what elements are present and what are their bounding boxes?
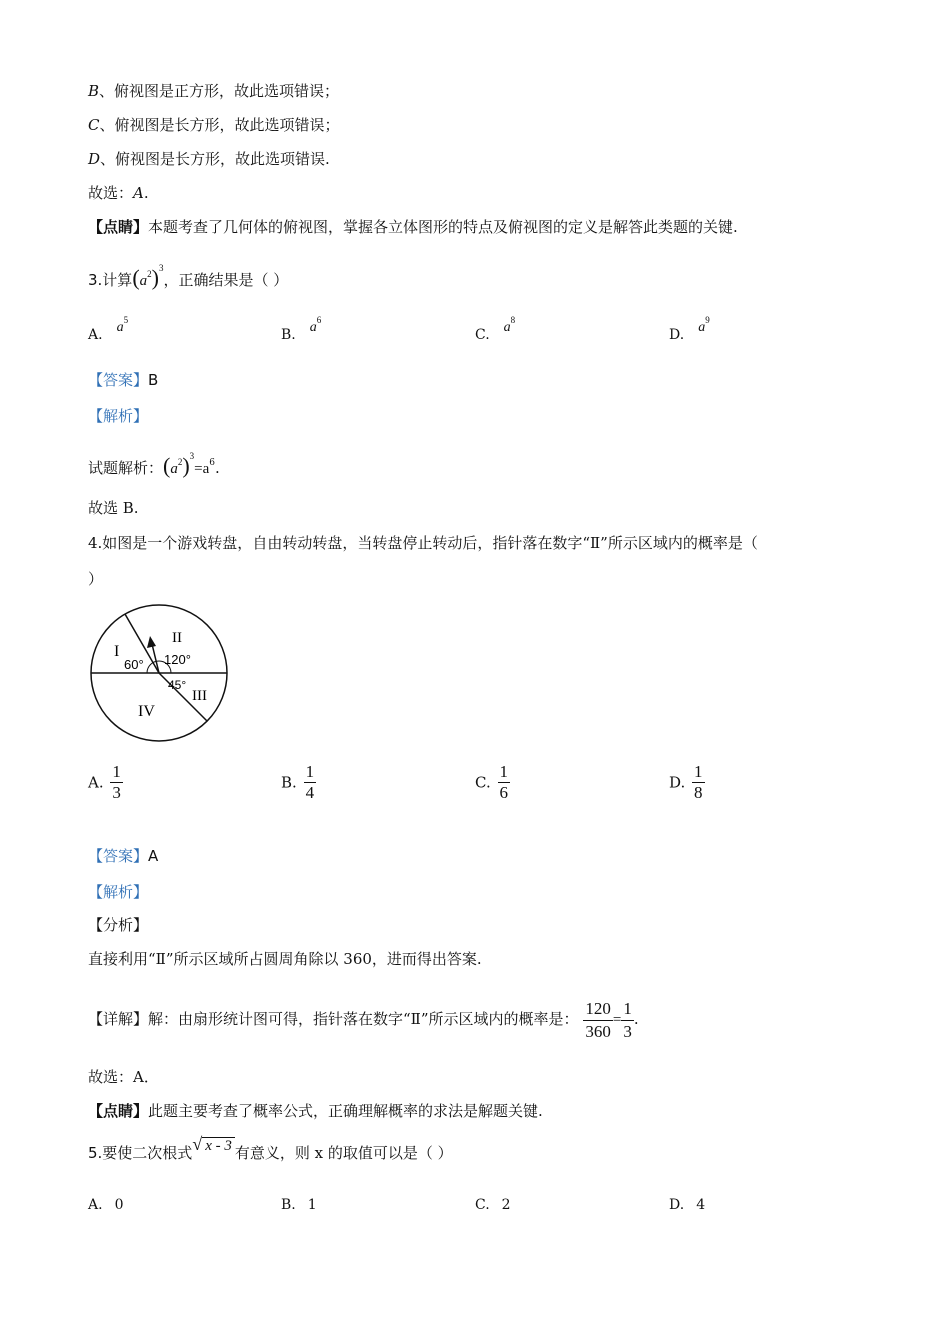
q3-expression: $(a^2)^3$ [132, 263, 164, 290]
q4-fenxi-text: 直接利用“Ⅱ”所示区域所占圆周角除以 360，进而得出答案. [88, 950, 482, 968]
spinner-figure [86, 600, 232, 746]
q5-stem: 5.要使二次根式√ x - 3 有意义，则 x 的取值可以是（ ） [88, 1134, 453, 1162]
q5-option-b: B. 1 [281, 1197, 317, 1213]
q3-answer: 【答案】B [88, 371, 159, 389]
explain-option-c: C、俯视图是长方形，故此选项错误； [88, 116, 340, 134]
q3-solution: 试题解析：$(a^2)^3=a^6$. [88, 451, 220, 478]
q5-sqrt-expression: √ x - 3 [192, 1134, 235, 1156]
angle-label-45: 45° [168, 678, 187, 692]
q4-stem-line1: 4.如图是一个游戏转盘，自由转动转盘，当转盘停止转动后，指针落在数字“Ⅱ”所示区域内的概率是（ [88, 534, 758, 552]
q4-comment: 【点睛】此题主要考查了概率公式，正确理解概率的求法是解题关键. [88, 1102, 543, 1120]
q4-option-a: A. $\frac{1}{3}$ [88, 762, 121, 802]
q5-option-d: D. 4 [669, 1197, 706, 1213]
q4-selected: 故选：A． [88, 1068, 159, 1086]
q5-option-c: C. 2 [475, 1197, 511, 1213]
region-label-4: IV [138, 703, 155, 720]
region-label-2: II [172, 630, 182, 646]
q4-option-b: B. $\frac{1}{4}$ [281, 762, 315, 802]
q4-stem-line2: ） [88, 570, 104, 588]
q3-selected: 故选 B. [88, 499, 139, 517]
spinner-pointer [152, 644, 159, 673]
q3-option-c: C. $a^8$ [475, 315, 516, 343]
prev-selected-answer: 故选：A. [88, 184, 149, 202]
explain-option-d: D、俯视图是长方形，故此选项错误. [88, 150, 330, 168]
spinner-pointer-head [147, 636, 156, 648]
q4-answer: 【答案】A [88, 847, 159, 865]
q3-analysis-tag: 【解析】 [88, 407, 149, 425]
explain-option-b: B、俯视图是正方形，故此选项错误； [88, 82, 340, 100]
q4-detail: 【详解】解：由扇形统计图可得，指针落在数字“Ⅱ”所示区域内的概率是： $\frac{120}{360}$ = $\frac{1}{3}$ . [88, 998, 639, 1041]
q3-option-d: D. $a^9$ [669, 315, 710, 343]
q4-fenxi-tag: 【分析】 [88, 916, 149, 934]
q5-option-a: A. 0 [88, 1197, 124, 1213]
q4-option-c: C. $\frac{1}{6}$ [475, 762, 508, 802]
prev-comment: 【点睛】本题考查了几何体的俯视图，掌握各立体图形的特点及俯视图的定义是解答此类题的关键. [88, 218, 738, 236]
q3-option-b: B. $a^6$ [281, 315, 322, 343]
q3-stem: 3.计算$(a^2)^3$，正确结果是（ ） [88, 263, 289, 290]
region-label-3: III [192, 688, 207, 704]
q4-analysis-tag: 【解析】 [88, 883, 149, 901]
region-label-1: I [114, 643, 120, 660]
angle-label-120: 120° [164, 652, 191, 667]
q3-option-a: A. $a^5$ [88, 315, 129, 343]
angle-label-60: 60° [124, 657, 144, 672]
q4-option-d: D. $\frac{1}{8}$ [669, 762, 703, 802]
